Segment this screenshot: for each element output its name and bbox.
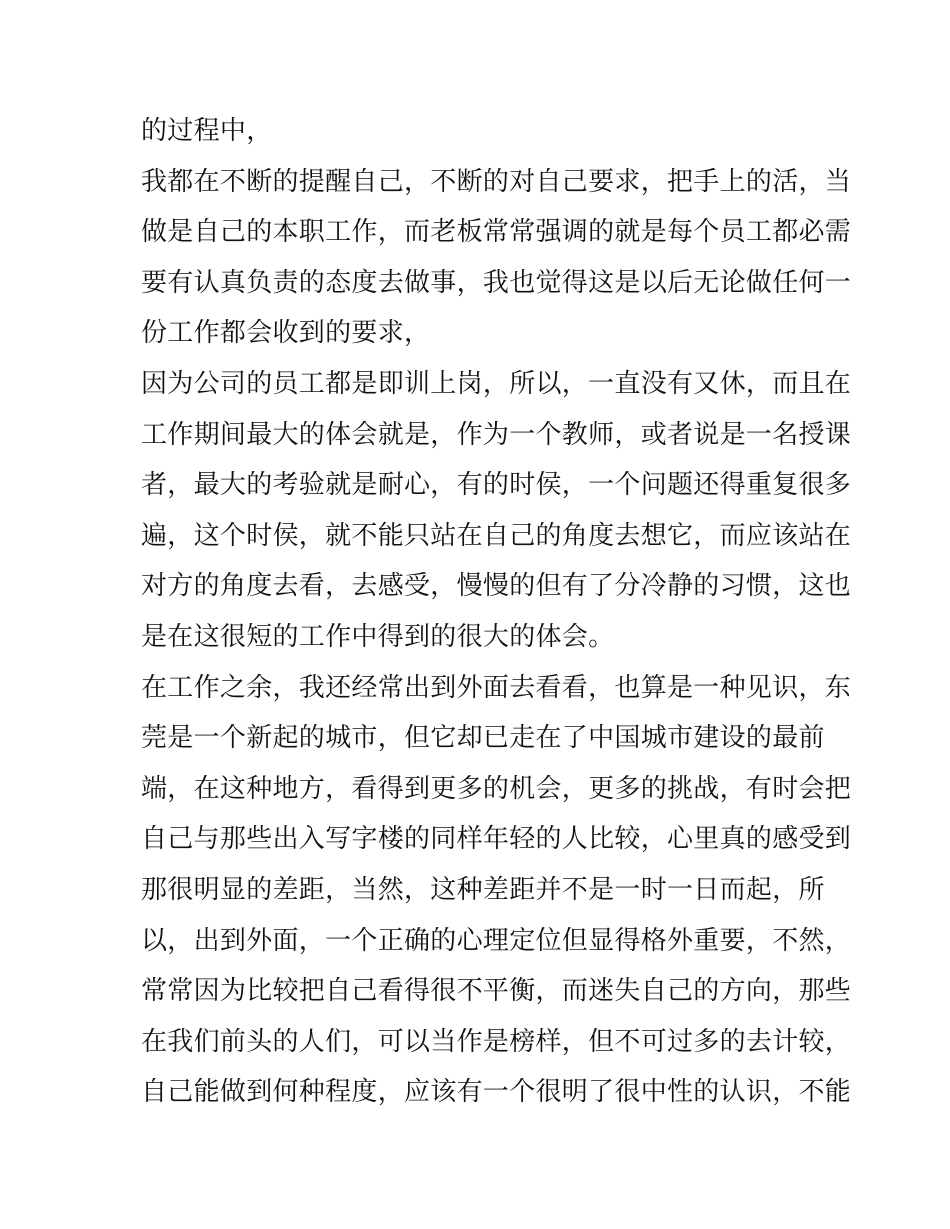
text-line: 莞是一个新起的城市，但它却已走在了中国城市建设的最前: [141, 723, 825, 754]
text-line: 做是自己的本职工作，而老板常常强调的就是每个员工都必需: [141, 217, 852, 248]
text-line: 遍，这个时侯，就不能只站在自己的角度去想它，而应该站在: [141, 520, 852, 551]
text-line: 自己与那些出入写字楼的同样年轻的人比较，心里真的感受到: [141, 824, 852, 855]
document-body-text: [141, 109, 852, 1121]
text-line: 要有认真负责的态度去做事，我也觉得这是以后无论做任何一: [141, 267, 852, 298]
text-line: 那很明显的差距，当然，这种差距并不是一时一日而起，所: [141, 874, 825, 905]
text-line: 常常因为比较把自己看得很不平衡，而迷失自己的方向，那些: [141, 976, 852, 1007]
text-line: 我都在不断的提醒自己，不断的对自己要求，把手上的活，当: [141, 166, 852, 197]
text-line: 是在这很短的工作中得到的很大的体会。: [141, 621, 615, 652]
text-line: 对方的角度去看，去感受，慢慢的但有了分冷静的习惯，这也: [141, 571, 852, 602]
text-line: 份工作都会收到的要求，: [141, 318, 431, 349]
text-line: 工作期间最大的体会就是，作为一个教师，或者说是一名授课: [141, 419, 852, 450]
text-line: 者，最大的考验就是耐心，有的时侯，一个问题还得重复很多: [141, 470, 852, 501]
text-line: 自己能做到何种程度，应该有一个很明了很中性的认识，不能: [141, 1077, 852, 1108]
text-line: 在工作之余，我还经常出到外面去看看，也算是一种见识，东: [141, 672, 852, 703]
text-line: 的过程中，: [141, 116, 273, 146]
text-line: 在我们前头的人们，可以当作是榜样，但不可过多的去计较，: [141, 1026, 852, 1057]
text-line: 因为公司的员工都是即训上岗，所以，一直没有又休，而且在: [141, 368, 852, 399]
text-line: 端，在这种地方，看得到更多的机会，更多的挑战，有时会把: [141, 773, 852, 804]
text-line: 以，出到外面，一个正确的心理定位但显得格外重要，不然，: [141, 925, 852, 956]
